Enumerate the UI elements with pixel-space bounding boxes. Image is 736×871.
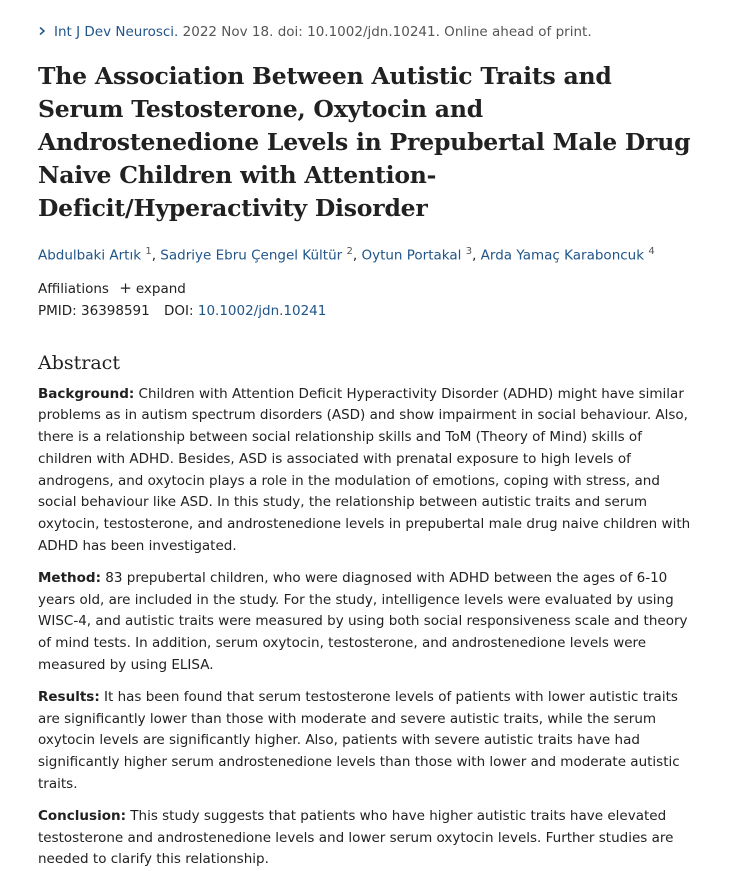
affiliations-row: [38, 277, 696, 300]
section-text: Children with Attention Deficit Hyperactivity Disorder (ADHD) might have similar problems as in autism spectrum disorders (ASD) and show impairment in social behaviour. Also, there is a relationship between social relationship skills and ToM (Theory of Mind) skills of children with ADHD. Besides, ASD is associated with prenatal exposure to high levels of androgens, and oxytocin plays a role in the modulation of emotions, coping with stress, and social behaviour like ASD. In this study, the relationship between autistic traits and serum oxytocin, testosterone, and androstenedione levels in prepubertal male drug naive children with ADHD has been investigated.: [38, 385, 691, 555]
chevron-right-icon[interactable]: [38, 27, 46, 35]
abstract-heading: Abstract: [38, 351, 120, 374]
section-text: 83 prepubertal children, who were diagnosed with ADHD between the ages of 6-10 years old, are included in the study. For the study, intelligence levels were evaluated by using WISC-4, and autistic traits were measured by using both social responsiveness scale and theory of mind tests. In addition, serum oxytocin, testosterone, and androstenedione levels were measured by using ELISA.: [38, 569, 688, 674]
expand-affiliations-button[interactable]: [119, 278, 186, 297]
authors-list: Abdulbaki Artık $^1$, Sadriye Ebru Çengel Kültür $^2$, Oytun Portakal $^3$, Arda Yamaç Karaboncuk $^4$: [38, 246, 655, 264]
abstract-background: [38, 384, 696, 558]
pmid-value: 36398591: [81, 302, 150, 319]
article-title: The Association Between Autistic Traits and Serum Testosterone, Oxytocin and Androstenedione Levels in Prepubertal Male Drug Naive Children with Attention-Deficit/Hyperactivity Disorder: [38, 62, 691, 222]
abstract-results: [38, 687, 696, 796]
affiliations-label: Affiliations: [38, 280, 109, 297]
section-text: This study suggests that patients who have higher autistic traits have elevated testosterone and androstenedione levels and lower serum oxytocin levels. Further studies are needed to clarify this relationship.: [38, 807, 674, 868]
citation-details: 2022 Nov 18. doi: 10.1002/jdn.10241. Online ahead of print.: [178, 24, 592, 40]
expand-label: expand: [135, 280, 186, 297]
pmid-label: PMID:: [38, 302, 82, 319]
citation-line: [38, 21, 696, 43]
author-affiliation-number[interactable]: 1: [145, 246, 152, 257]
doi-link[interactable]: 10.1002/jdn.10241: [197, 302, 327, 319]
section-label: Conclusion:: [38, 807, 126, 824]
section-label: Method:: [38, 569, 101, 586]
author-affiliation-number[interactable]: 4: [648, 246, 655, 257]
author-link[interactable]: Sadriye Ebru Çengel Kültür: [160, 247, 343, 264]
author-link[interactable]: Abdulbaki Artık: [38, 247, 142, 264]
journal-link[interactable]: Int J Dev Neurosci.: [54, 24, 179, 40]
plus-icon: +: [119, 278, 132, 297]
author-affiliation-number[interactable]: 3: [465, 246, 473, 257]
section-label: Results:: [38, 688, 100, 705]
doi-label: DOI:: [164, 302, 198, 319]
author-link[interactable]: Oytun Portakal: [361, 247, 462, 264]
section-text: It has been found that serum testosterone levels of patients with lower autistic traits are significantly lower than those with moderate and severe autistic traits, while the serum oxytocin levels are significantly higher. Also, patients with severe autistic traits have had significantly higher serum androstenedione levels than those with lower and moderate autistic traits.: [38, 688, 680, 793]
abstract-method: [38, 568, 696, 677]
author-affiliation-number[interactable]: 2: [346, 246, 353, 257]
section-label: Background:: [38, 385, 135, 402]
abstract-conclusion: [38, 806, 696, 871]
identifiers-row: [38, 300, 696, 322]
author-link[interactable]: Arda Yamaç Karaboncuk: [480, 247, 645, 264]
